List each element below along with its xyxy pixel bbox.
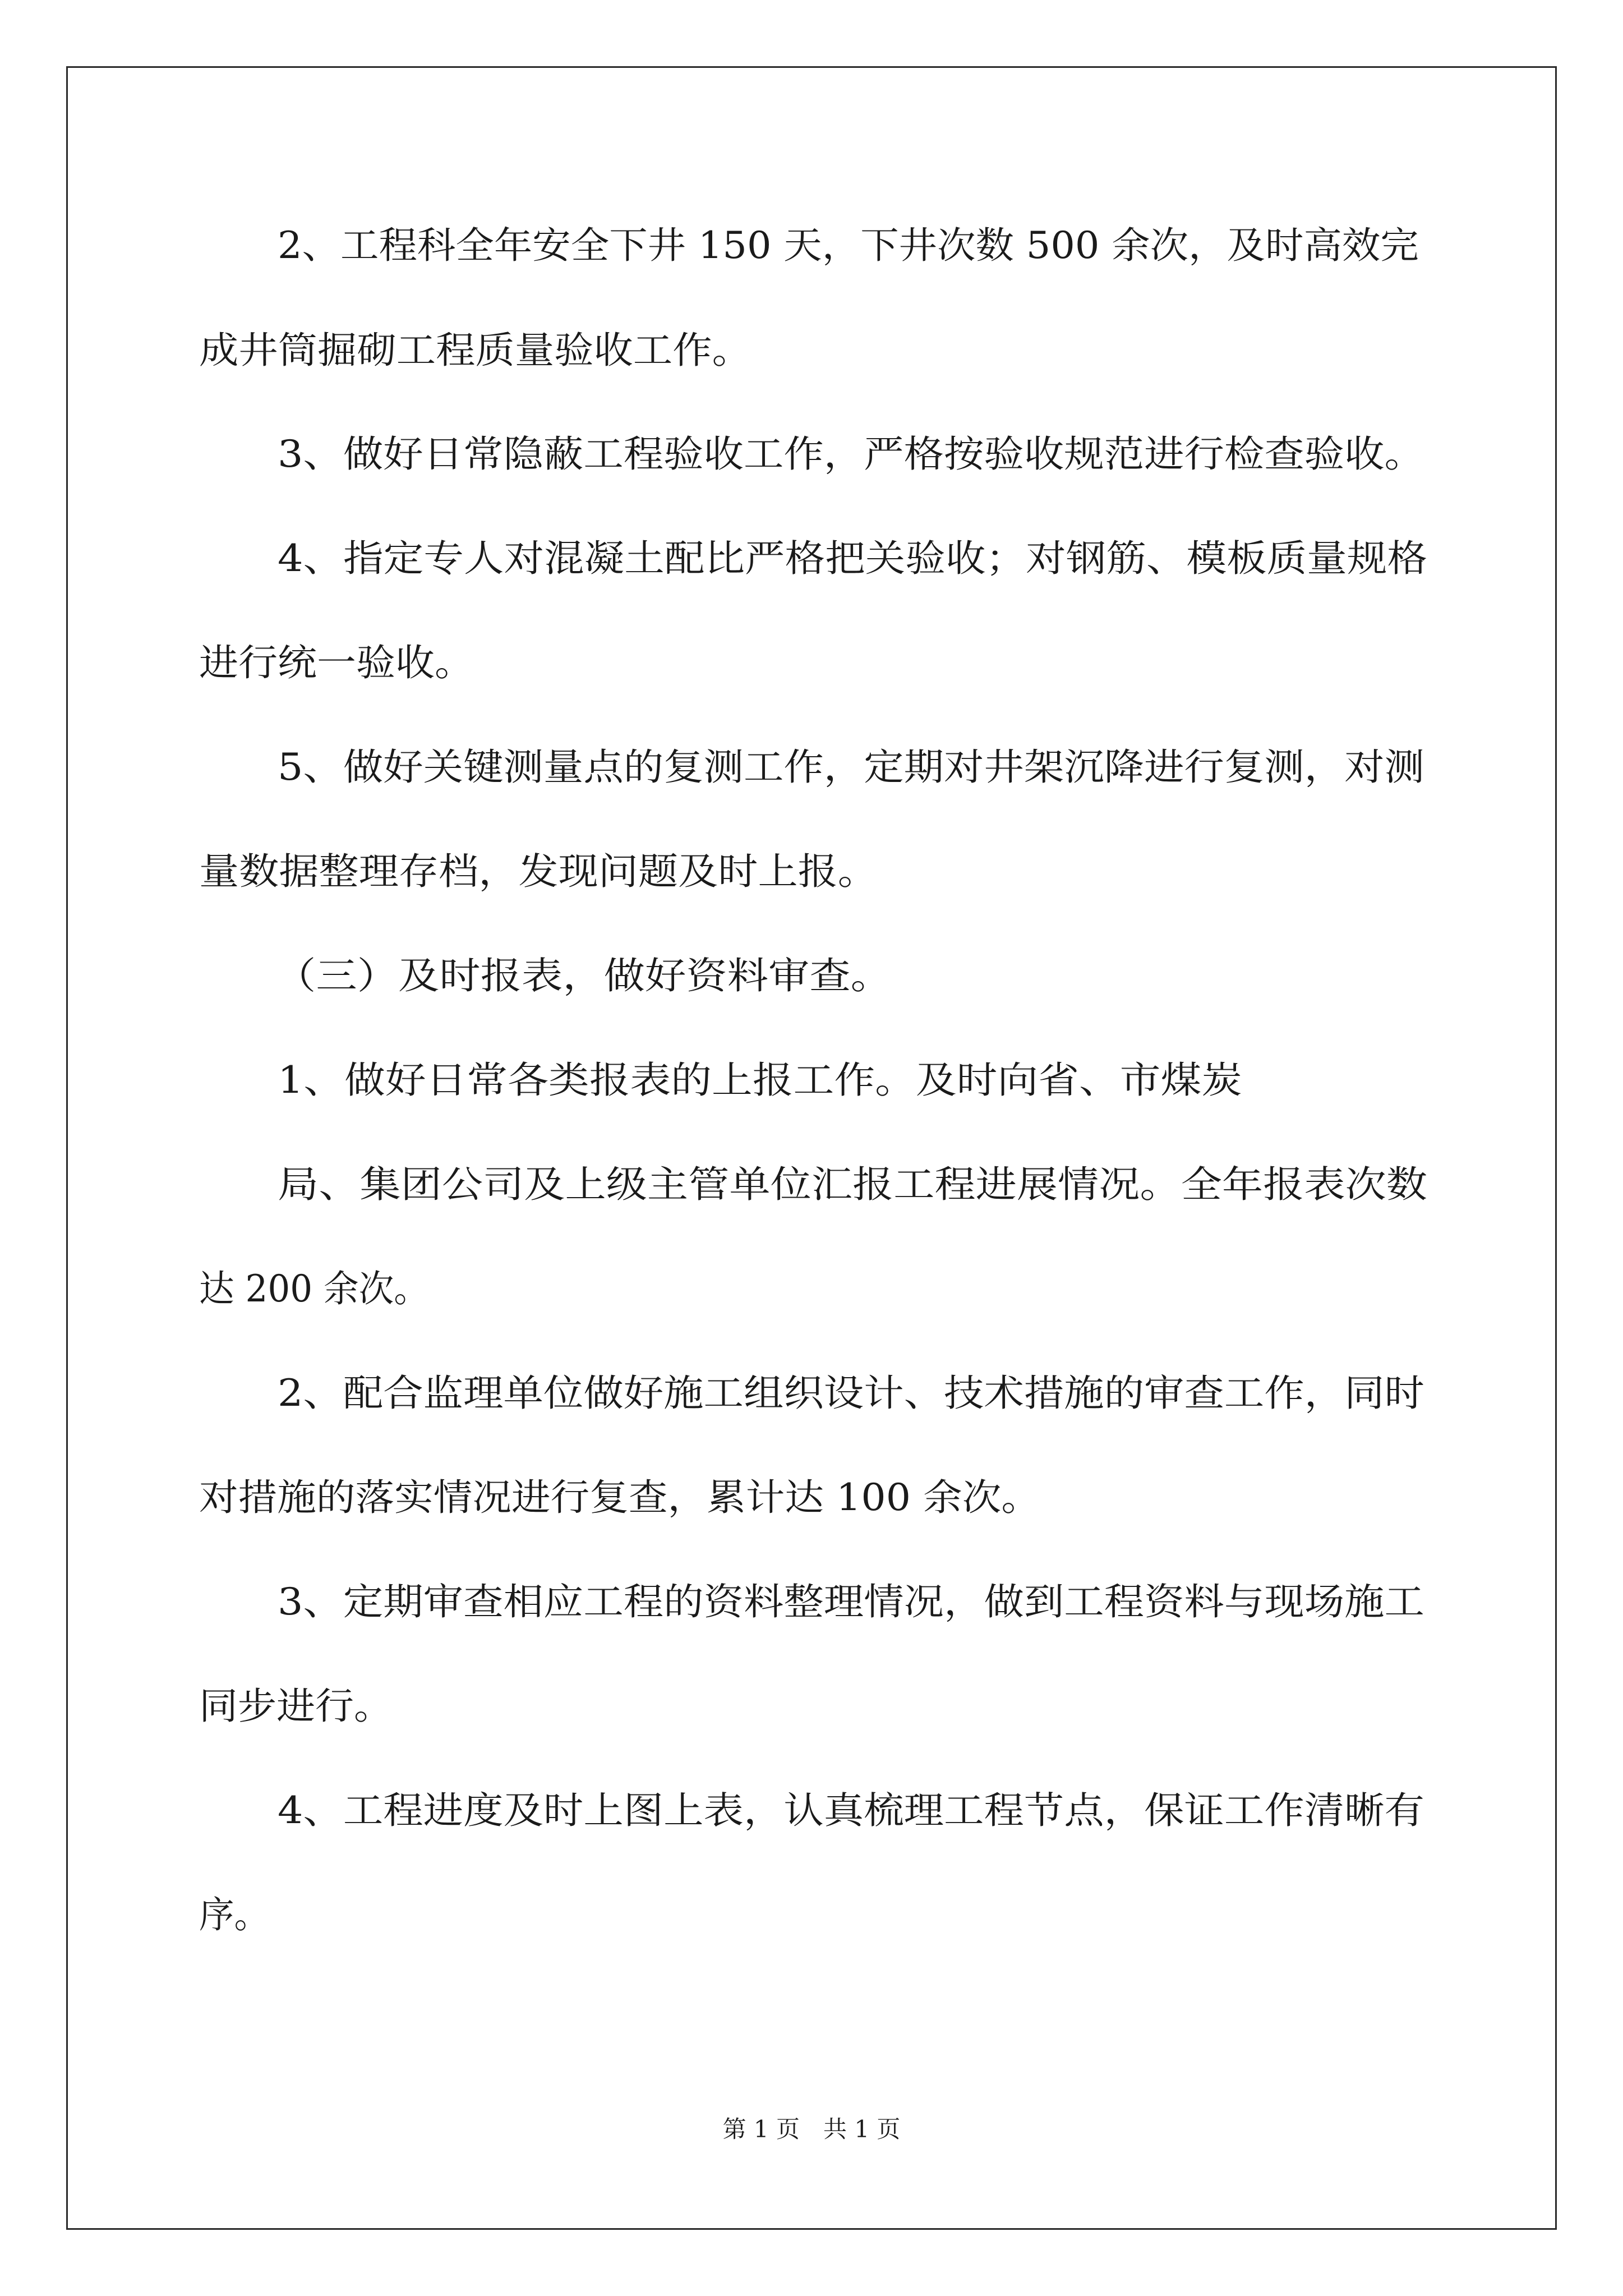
text-line: 进行统一验收。 (199, 641, 474, 684)
text-line: 2、配合监理单位做好施工组织设计、技术措施的审查工作，同时 (278, 1372, 1424, 1415)
text-line: 对措施的落实情况进行复查，累计达 100 余次。 (199, 1476, 1041, 1519)
text-line: 成井筒掘砌工程质量验收工作。 (199, 329, 751, 372)
page-number: 第 1 页 共 1 页 (722, 2115, 901, 2143)
text-line: 2、工程科全年安全下井 150 天，下井次数 500 余次，及时高效完 (278, 224, 1419, 267)
text-line: 序。 (199, 1893, 270, 1936)
text-line: 4、指定专人对混凝土配比严格把关验收；对钢筋、模板质量规格 (278, 537, 1428, 580)
text-line: 4、工程进度及时上图上表，认真梳理工程节点，保证工作清晰有 (278, 1789, 1424, 1832)
page-border (66, 66, 1557, 2230)
text-line: 3、定期审查相应工程的资料整理情况，做到工程资料与现场施工 (278, 1580, 1424, 1623)
text-line: 5、做好关键测量点的复测工作，定期对井架沉降进行复测，对测 (278, 746, 1424, 789)
text-line: 同步进行。 (199, 1685, 393, 1728)
text-line: 1、做好日常各类报表的上报工作。及时向省、市煤炭 (278, 1059, 1243, 1102)
text-line: 量数据整理存档，发现问题及时上报。 (199, 850, 878, 893)
section-heading: （三）及时报表，做好资料审查。 (275, 954, 892, 997)
text-line: 3、做好日常隐蔽工程验收工作，严格按验收规范进行检查验收。 (278, 432, 1424, 476)
text-line: 达 200 余次。 (199, 1267, 429, 1310)
text-line: 局、集团公司及上级主管单位汇报工程进展情况。全年报表次数 (278, 1163, 1427, 1206)
